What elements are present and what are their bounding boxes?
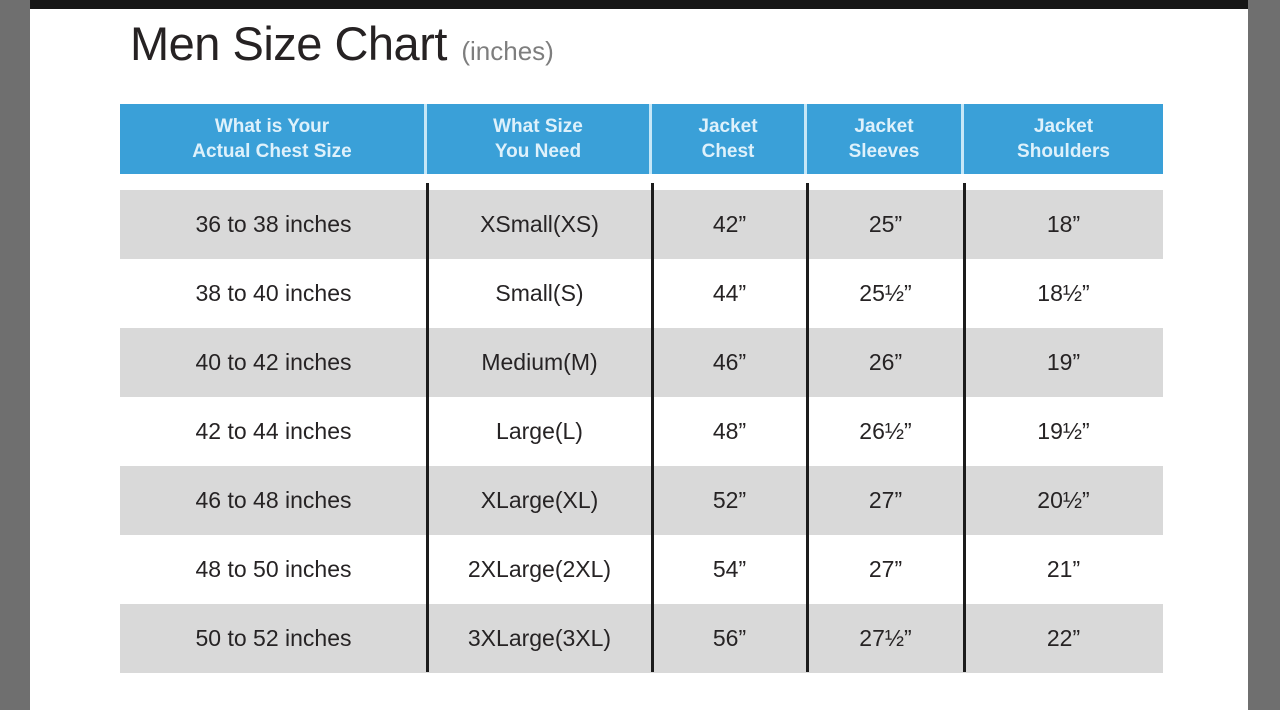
table-cell: 2XLarge(2XL): [467, 556, 612, 582]
column-header-line: Shoulders: [1017, 141, 1110, 162]
table-cell: 21”: [1046, 556, 1081, 582]
table-cell: 27½”: [859, 625, 912, 651]
table-cell: 48 to 50 inches: [195, 556, 352, 582]
table-cell: Small(S): [495, 280, 584, 306]
column-header-line: Jacket: [1033, 116, 1094, 137]
table-cell: 25”: [868, 211, 903, 237]
table-cell: 50 to 52 inches: [195, 625, 352, 651]
table-cell: 52”: [712, 487, 747, 513]
column-header-line: You Need: [494, 141, 582, 162]
table-cell: 38 to 40 inches: [195, 280, 352, 306]
table-cell: 46”: [712, 349, 747, 375]
table-cell: 18½”: [1037, 280, 1090, 306]
table-cell: 36 to 38 inches: [195, 211, 352, 237]
table-row: [120, 466, 1163, 535]
header-body-gap: [120, 174, 1163, 190]
column-divider-line: [963, 183, 966, 672]
table-body: [120, 190, 1163, 673]
page-subtitle: (inches): [461, 36, 554, 66]
column-header-jacket-shoulders: [964, 104, 1163, 174]
table-cell: 27”: [868, 487, 903, 513]
table-cell: 44”: [712, 280, 747, 306]
column-header-jacket-sleeves: [807, 104, 964, 174]
right-letterbox-bar: [1248, 0, 1280, 710]
table-row: [120, 535, 1163, 604]
table-row: [120, 259, 1163, 328]
column-header-actual-chest-size: [120, 104, 427, 174]
column-header-line: Sleeves: [848, 141, 920, 162]
table-cell: 40 to 42 inches: [195, 349, 352, 375]
table-cell: 46 to 48 inches: [195, 487, 352, 513]
table-cell: 27”: [868, 556, 903, 582]
top-letterbox-bar: [30, 0, 1248, 9]
table-cell: 22”: [1046, 625, 1081, 651]
table-cell: 42 to 44 inches: [195, 418, 352, 444]
column-header-line: Jacket: [854, 116, 914, 137]
column-divider-line: [651, 183, 654, 672]
column-divider-line: [426, 183, 429, 672]
table-cell: 54”: [712, 556, 747, 582]
table-cell: 19½”: [1037, 418, 1090, 444]
table-cell: 20½”: [1037, 487, 1090, 513]
table-cell: Large(L): [496, 418, 583, 444]
table-cell: 56”: [712, 625, 747, 651]
size-chart-table: [120, 104, 1163, 673]
column-header-line: Chest: [701, 141, 755, 162]
column-header-line: What Size: [493, 116, 583, 137]
column-header-line: What is Your: [214, 116, 330, 137]
table-cell: 42”: [712, 211, 747, 237]
table-cell: XSmall(XS): [480, 211, 599, 237]
table-row: [120, 190, 1163, 259]
table-row: [120, 328, 1163, 397]
page-title: Men Size Chart: [130, 17, 447, 70]
column-header-line: Jacket: [698, 116, 758, 137]
column-header-jacket-chest: [652, 104, 807, 174]
table-cell: 25½”: [859, 280, 912, 306]
left-letterbox-bar: [0, 0, 30, 710]
table-row: [120, 397, 1163, 466]
table-cell: 48”: [712, 418, 747, 444]
table-header-row: [120, 104, 1163, 174]
column-divider-line: [806, 183, 809, 672]
table-cell: XLarge(XL): [480, 487, 599, 513]
page-header: [130, 16, 554, 71]
table-cell: 26”: [868, 349, 903, 375]
table-cell: 19”: [1046, 349, 1081, 375]
table-cell: 18”: [1046, 211, 1081, 237]
table-cell: 26½”: [859, 418, 912, 444]
table-cell: Medium(M): [481, 349, 598, 375]
column-header-line: Actual Chest Size: [192, 141, 352, 162]
table-cell: 3XLarge(3XL): [467, 625, 612, 651]
table-row: [120, 604, 1163, 673]
column-header-size-you-need: [427, 104, 652, 174]
